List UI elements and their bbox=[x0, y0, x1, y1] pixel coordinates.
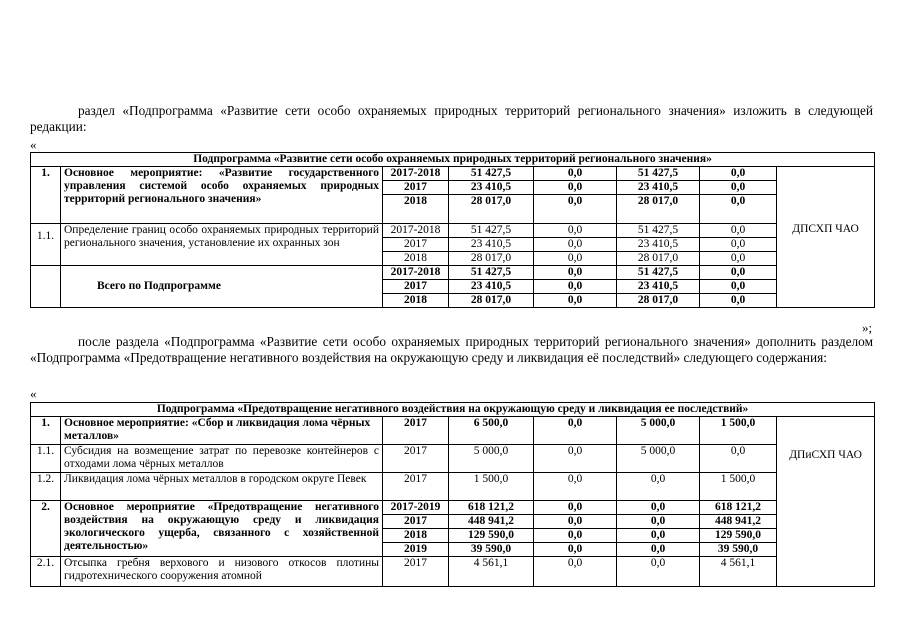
year-cell: 2017 bbox=[383, 417, 449, 445]
total-cell: 23 410,5 bbox=[449, 181, 534, 195]
total-cell: 28 017,0 bbox=[449, 294, 534, 308]
total-cell: 28 017,0 bbox=[449, 195, 534, 224]
row-number: 1.2. bbox=[31, 473, 61, 501]
regional-cell: 0,0 bbox=[617, 473, 700, 501]
federal-cell: 0,0 bbox=[534, 294, 617, 308]
year-cell: 2017 bbox=[383, 238, 449, 252]
federal-cell: 0,0 bbox=[534, 501, 617, 515]
total-cell: 4 561,1 bbox=[449, 557, 534, 587]
executor-cell bbox=[777, 167, 875, 308]
executor-label: ДПиСХП ЧАО bbox=[789, 449, 862, 461]
federal-cell: 0,0 bbox=[534, 515, 617, 529]
other-cell: 0,0 bbox=[700, 238, 777, 252]
total-cell: 23 410,5 bbox=[449, 280, 534, 294]
year-cell: 2017 bbox=[383, 280, 449, 294]
measure-name: Определение границ особо охраняемых природных территорий регионального значения, установление их охранных зон bbox=[61, 224, 383, 266]
regional-cell: 28 017,0 bbox=[617, 195, 700, 224]
year-cell: 2017-2018 bbox=[383, 167, 449, 181]
other-cell: 0,0 bbox=[700, 294, 777, 308]
other-cell: 0,0 bbox=[700, 445, 777, 473]
year-cell: 2018 bbox=[383, 529, 449, 543]
measure-name: Основное мероприятие: «Развитие государственного управления системой особо охраняемых природных территорий регионального значения» bbox=[61, 167, 383, 224]
executor-cell bbox=[777, 417, 875, 587]
measure-name: Основное мероприятие «Предотвращение негативного воздействия на окружающую среду и ликвидация экологического ущерба, связанного с хозяйственной деятельностью» bbox=[61, 501, 383, 557]
intro-paragraph-1: раздел «Подпрограмма «Развитие сети особо охраняемых природных территорий регионального значения» изложить в следующей редакции: bbox=[30, 103, 873, 134]
year-cell: 2017-2018 bbox=[383, 266, 449, 280]
total-cell: 23 410,5 bbox=[449, 238, 534, 252]
regional-cell: 51 427,5 bbox=[617, 167, 700, 181]
other-cell: 0,0 bbox=[700, 181, 777, 195]
total-cell: 51 427,5 bbox=[449, 167, 534, 181]
regional-cell: 23 410,5 bbox=[617, 238, 700, 252]
other-cell: 4 561,1 bbox=[700, 557, 777, 587]
year-cell: 2018 bbox=[383, 195, 449, 224]
total-cell: 1 500,0 bbox=[449, 473, 534, 501]
other-cell: 0,0 bbox=[700, 252, 777, 266]
total-cell: 51 427,5 bbox=[449, 224, 534, 238]
row-number: 1. bbox=[31, 167, 61, 224]
total-cell: 28 017,0 bbox=[449, 252, 534, 266]
row-number: 2. bbox=[31, 501, 61, 557]
closing-quote-1: »; bbox=[862, 320, 873, 335]
other-cell: 0,0 bbox=[700, 195, 777, 224]
federal-cell: 0,0 bbox=[534, 252, 617, 266]
federal-cell: 0,0 bbox=[534, 266, 617, 280]
regional-cell: 5 000,0 bbox=[617, 417, 700, 445]
total-label bbox=[61, 266, 383, 308]
measure-name: Отсыпка гребня верхового и низового откосов плотины гидротехнического сооружения атомной bbox=[61, 557, 383, 587]
federal-cell: 0,0 bbox=[534, 280, 617, 294]
row-number: 2.1. bbox=[31, 557, 61, 587]
total-cell: 129 590,0 bbox=[449, 529, 534, 543]
other-cell: 0,0 bbox=[700, 167, 777, 181]
total-label-text: Всего по Подпрограмме bbox=[97, 280, 221, 292]
subprogram-table-2 bbox=[30, 402, 875, 587]
total-cell: 6 500,0 bbox=[449, 417, 534, 445]
other-cell: 448 941,2 bbox=[700, 515, 777, 529]
intro-paragraph-2: после раздела «Подпрограмма «Развитие сети особо охраняемых природных территорий регионального значения» дополнить разделом «Подпрограмма «Предотвращение негативного воздействия на окружающую среду и ликвидация её последствий» следующего содержания: bbox=[30, 334, 873, 365]
regional-cell: 51 427,5 bbox=[617, 266, 700, 280]
federal-cell: 0,0 bbox=[534, 417, 617, 445]
federal-cell: 0,0 bbox=[534, 195, 617, 224]
federal-cell: 0,0 bbox=[534, 445, 617, 473]
total-cell: 5 000,0 bbox=[449, 445, 534, 473]
federal-cell: 0,0 bbox=[534, 529, 617, 543]
row-number: 1.1. bbox=[31, 445, 61, 473]
row-number: 1. bbox=[31, 417, 61, 445]
year-cell: 2017 bbox=[383, 445, 449, 473]
opening-quote-1: « bbox=[30, 137, 37, 152]
regional-cell: 0,0 bbox=[617, 529, 700, 543]
federal-cell: 0,0 bbox=[534, 473, 617, 501]
regional-cell: 23 410,5 bbox=[617, 280, 700, 294]
year-cell: 2017 bbox=[383, 557, 449, 587]
federal-cell: 0,0 bbox=[534, 543, 617, 557]
other-cell: 129 590,0 bbox=[700, 529, 777, 543]
year-cell: 2019 bbox=[383, 543, 449, 557]
other-cell: 39 590,0 bbox=[700, 543, 777, 557]
measure-name: Ликвидация лома чёрных металлов в городском округе Певек bbox=[61, 473, 383, 501]
year-cell: 2017-2018 bbox=[383, 224, 449, 238]
empty-number-cell bbox=[31, 266, 61, 308]
year-cell: 2017-2019 bbox=[383, 501, 449, 515]
regional-cell: 51 427,5 bbox=[617, 224, 700, 238]
year-cell: 2018 bbox=[383, 294, 449, 308]
total-cell: 51 427,5 bbox=[449, 266, 534, 280]
regional-cell: 28 017,0 bbox=[617, 252, 700, 266]
federal-cell: 0,0 bbox=[534, 224, 617, 238]
row-number: 1.1. bbox=[31, 224, 61, 266]
executor-label: ДПСХП ЧАО bbox=[792, 223, 859, 235]
total-cell: 618 121,2 bbox=[449, 501, 534, 515]
opening-quote-2: « bbox=[30, 386, 37, 401]
total-cell: 39 590,0 bbox=[449, 543, 534, 557]
regional-cell: 0,0 bbox=[617, 557, 700, 587]
regional-cell: 0,0 bbox=[617, 515, 700, 529]
regional-cell: 5 000,0 bbox=[617, 445, 700, 473]
table2-title: Подпрограмма «Предотвращение негативного воздействия на окружающую среду и ликвидация ее последствий» bbox=[31, 403, 875, 417]
federal-cell: 0,0 bbox=[534, 557, 617, 587]
other-cell: 1 500,0 bbox=[700, 417, 777, 445]
year-cell: 2018 bbox=[383, 252, 449, 266]
federal-cell: 0,0 bbox=[534, 167, 617, 181]
regional-cell: 28 017,0 bbox=[617, 294, 700, 308]
year-cell: 2017 bbox=[383, 181, 449, 195]
subprogram-table-1 bbox=[30, 152, 875, 308]
other-cell: 0,0 bbox=[700, 266, 777, 280]
measure-name: Субсидия на возмещение затрат по перевозке контейнеров с отходами лома чёрных металлов bbox=[61, 445, 383, 473]
other-cell: 0,0 bbox=[700, 280, 777, 294]
federal-cell: 0,0 bbox=[534, 181, 617, 195]
year-cell: 2017 bbox=[383, 473, 449, 501]
total-cell: 448 941,2 bbox=[449, 515, 534, 529]
year-cell: 2017 bbox=[383, 515, 449, 529]
regional-cell: 0,0 bbox=[617, 501, 700, 515]
other-cell: 1 500,0 bbox=[700, 473, 777, 501]
table1-title: Подпрограмма «Развитие сети особо охраняемых природных территорий регионального значения» bbox=[31, 153, 875, 167]
regional-cell: 0,0 bbox=[617, 543, 700, 557]
federal-cell: 0,0 bbox=[534, 238, 617, 252]
measure-name: Основное мероприятие: «Сбор и ликвидация лома чёрных металлов» bbox=[61, 417, 383, 445]
regional-cell: 23 410,5 bbox=[617, 181, 700, 195]
other-cell: 618 121,2 bbox=[700, 501, 777, 515]
other-cell: 0,0 bbox=[700, 224, 777, 238]
